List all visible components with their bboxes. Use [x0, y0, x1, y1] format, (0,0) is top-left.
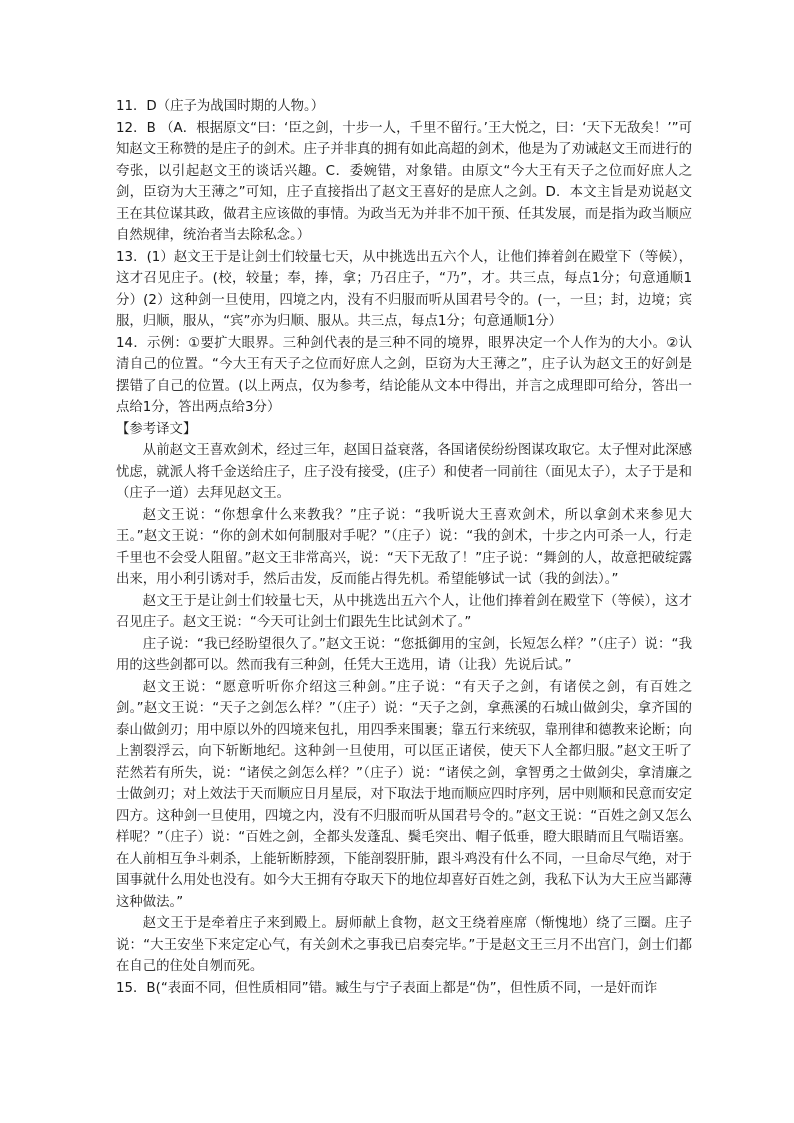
- answer-11: 11．D（庄子为战国时期的人物。）: [116, 99, 325, 114]
- answer-14: 14．示例：①要扩大眼界。三种剑代表的是三种不同的境界，眼界决定一个人作为的大小。②认清自己的位置。“今大王有天子之位而好庶人之剑，臣窃为大王薄之”，庄子认为赵文王的好剑是摆错了自己的位置。(以上两点，仅为参考，结论能从文本中得出，并言之成理即可给分，答出一点给1分，答出两点给3分）: [116, 335, 692, 415]
- answer-12: 12．B （A．根据原文“曰：‘臣之剑，十步一人，千里不留行。’王大悦之，曰：‘天下无敌矣！’”可知赵文王称赞的是庄子的剑术。庄子并非真的拥有如此高超的剑术，他是为了劝诫赵文王而进行的夸张，以引起赵文王的谈话兴趣。C．委婉错，对象错。由原文“今大王有天子之位而好庶人之剑，臣窃为大王薄之”可知，庄子直接指出了赵文王喜好的是庶人之剑。D．本文主旨是劝说赵文王在其位谋其政，做君主应该做的事情。为政当无为并非不加干预、任其发展，而是指为政当顺应自然规律，统治者当去除私念。）: [116, 120, 692, 243]
- answer-15: 15．B(“表面不同，但性质相同”错。臧生与宁子表面上都是“伪”，但性质不同，一是奸而诈: [116, 980, 658, 996]
- answer-13: 13．(1）赵文王于是让剑士们较量七天，从中挑选出五六个人，让他们捧着剑在殿堂下（等候），这才召见庄子。(校，较量；奉，捧，拿；乃召庄子，“乃”，才。共三点，每点1分；句意通顺1分）(2）这种剑一旦使用，四境之内，没有不归服而听从国君号令的。(一，一旦；封，边境；宾服，归顺，服从，“宾”亦为归顺、服从。共三点，每点1分；句意通顺1分）: [116, 249, 692, 329]
- translation-paragraph-2: 赵文王说：“你想拿什么来教我？”庄子说：“我听说大王喜欢剑术，所以拿剑术来参见大王。”赵文王说：“你的剑术如何制服对手呢？”（庄子）说：“我的剑术，十步之内可杀一人，行走千里也不会受人阻留。”赵文王非常高兴，说：“天下无敌了！”庄子说：“舞剑的人，故意把破绽露出来，用小利引诱对手，然后击发，反而能占得先机。希望能够试一试（我的剑法）。”: [116, 507, 692, 587]
- translation-paragraph-6: 赵文王于是牵着庄子来到殿上。厨师献上食物，赵文王绕着座席（惭愧地）绕了三圈。庄子说：“大王安坐下来定定心气，有关剑术之事我已启奏完毕。”于是赵文王三月不出宫门，剑士们都在自己的住处自刎而死。: [116, 916, 692, 974]
- translation-paragraph-4: 庄子说：“我已经盼望很久了。”赵文王说：“您抵御用的宝剑，长短怎么样？”（庄子）说：“我用的这些剑都可以。然而我有三种剑，任凭大王选用，请（让我）先说后试。”: [116, 636, 692, 673]
- document-page: [116, 96, 692, 999]
- translation-paragraph-5: 赵文王说：“愿意听听你介绍这三种剑。”庄子说：“有天子之剑，有诸侯之剑，有百姓之剑。”赵文王说：“天子之剑怎么样？”（庄子）说：“天子之剑，拿燕溪的石城山做剑尖，拿齐国的泰山做剑刃；用中原以外的四境来包扎，用四季来围裹；靠五行来统驭，靠刑律和德教来论断；向上割裂浮云，向下斩断地纪。这种剑一旦使用，可以匡正诸侯，使天下人全都归服。”赵文王听了茫然若有所失，说：“诸侯之剑怎么样？”（庄子）说：“诸侯之剑，拿智勇之士做剑尖，拿清廉之士做剑刃；对上效法于天而顺应日月星辰，对下取法于地而顺应四时序列，居中则顺和民意而安定四方。这种剑一旦使用，四境之内，没有不归服而听从国君号令的。”赵文王说：“百姓之剑又怎么样呢？”（庄子）说：“百姓之剑，全都头发蓬乱、鬓毛突出、帽子低垂，瞪大眼睛而且气喘语塞。在人前相互争斗刺杀，上能斩断脖颈，下能剖裂肝肺，跟斗鸡没有什么不同，一旦命尽气绝，对于国事就什么用处也没有。如今大王拥有夺取天下的地位却喜好百姓之剑，我私下认为大王应当鄙薄这种做法。”: [116, 679, 692, 910]
- translation-paragraph-3: 赵文王于是让剑士们较量七天，从中挑选出五六个人，让他们捧着剑在殿堂下（等候），这才召见庄子。赵文王说：“今天可让剑士们跟先生比试剑术了。”: [116, 593, 692, 630]
- translation-heading: 【参考译文】: [116, 421, 197, 437]
- translation-paragraph-1: 从前赵文王喜欢剑术，经过三年，赵国日益衰落，各国诸侯纷纷图谋攻取它。太子悝对此深感忧虑，就派人将千金送给庄子，庄子没有接受，(庄子）和使者一同前往（面见太子），太子于是和（庄子一道）去拜见赵文王。: [116, 443, 692, 501]
